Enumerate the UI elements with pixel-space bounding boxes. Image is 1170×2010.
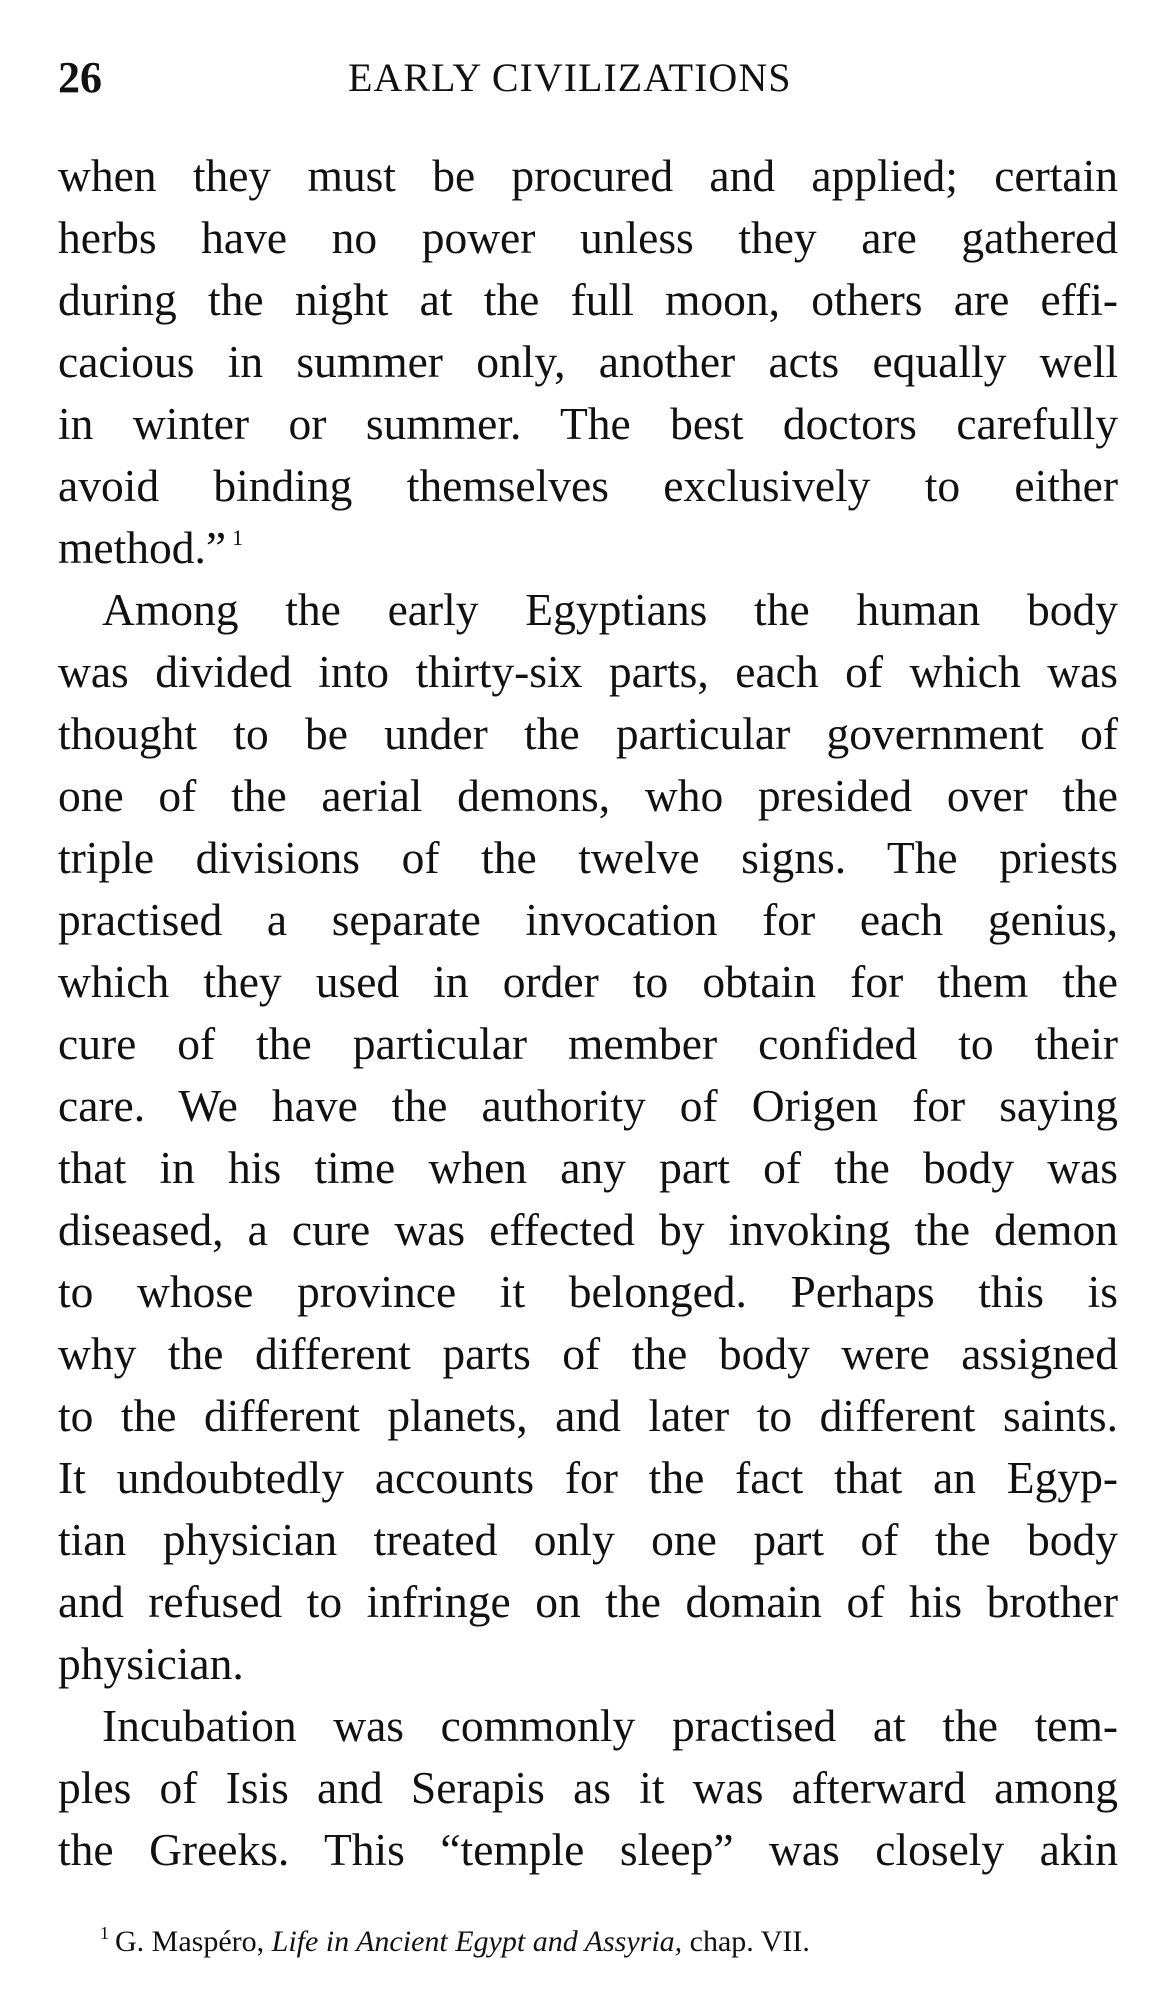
text-line: practised a separate invocation for each genius, <box>58 894 1118 945</box>
text-line: herbs have no power unless they are gathered <box>58 212 1118 263</box>
text-line: Among the early Egyptians the human body <box>102 584 1118 635</box>
text-line: cacious in summer only, another acts equally well <box>58 336 1118 387</box>
text-line-with-footnote <box>58 517 1118 579</box>
footnote-title: Life in Ancient Egypt and Assyria, <box>271 1925 683 1958</box>
text-line: one of the aerial demons, who presided over the <box>58 770 1118 821</box>
text-line: method.” <box>58 522 227 573</box>
text-line: and refused to infringe on the domain of his brother <box>58 1576 1118 1627</box>
text-line: triple divisions of the twelve signs. The priests <box>58 832 1118 883</box>
text-line: which they used in order to obtain for them the <box>58 956 1118 1007</box>
text-line: when they must be procured and applied; certain <box>58 150 1118 201</box>
text-line: diseased, a cure was effected by invoking the demon <box>58 1204 1118 1255</box>
text-line: in winter or summer. The best doctors carefully <box>58 398 1118 449</box>
text-line: tian physician treated only one part of the body <box>58 1514 1118 1565</box>
text-line: to whose province it belonged. Perhaps this is <box>58 1266 1118 1317</box>
text-line: physician. <box>58 1638 244 1689</box>
text-line: Incubation was commonly practised at the tem- <box>102 1700 1118 1751</box>
text-line: ples of Isis and Serapis as it was afterward among <box>58 1762 1118 1813</box>
footnote-chapter: chap. VII. <box>689 1925 810 1958</box>
body-text <box>58 145 1118 1881</box>
paragraph <box>58 579 1118 1695</box>
running-title: EARLY CIVILIZATIONS <box>348 55 792 100</box>
footnote-author: G. Maspéro, <box>115 1925 265 1958</box>
text-line: to the different planets, and later to different saints. <box>58 1390 1118 1441</box>
text-line: cure of the particular member confided to their <box>58 1018 1118 1069</box>
footnote-marker: 1 <box>100 1923 109 1943</box>
paragraph <box>58 145 1118 579</box>
text-line: why the different parts of the body were assigned <box>58 1328 1118 1379</box>
footnote-reference: 1 <box>232 525 244 550</box>
text-line: thought to be under the particular government of <box>58 708 1118 759</box>
text-line: It undoubtedly accounts for the fact that an Egyp- <box>58 1452 1118 1503</box>
paragraph <box>58 1695 1118 1881</box>
text-line: during the night at the full moon, others are effi- <box>58 274 1118 325</box>
running-head <box>58 48 1108 108</box>
page-number: 26 <box>58 53 102 102</box>
text-line: avoid binding themselves exclusively to either <box>58 460 1118 511</box>
text-line: the Greeks. This “temple sleep” was closely akin <box>58 1824 1118 1875</box>
text-line: that in his time when any part of the body was <box>58 1142 1118 1193</box>
footnote <box>100 1922 1100 1962</box>
text-line: care. We have the authority of Origen for saying <box>58 1080 1118 1131</box>
text-line: was divided into thirty-six parts, each of which was <box>58 646 1118 697</box>
